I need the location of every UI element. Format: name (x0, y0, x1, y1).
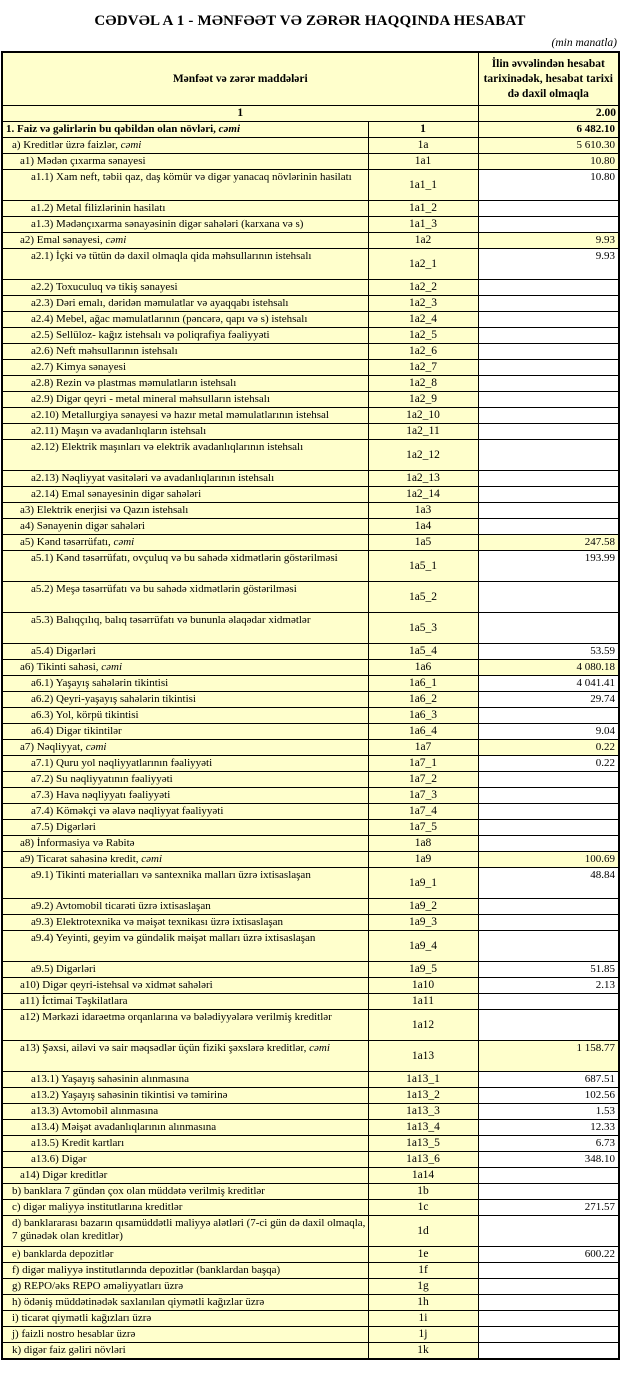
row-value: 271.57 (478, 1200, 619, 1216)
table-row (2, 1168, 619, 1184)
row-code: 1a13_3 (368, 1104, 478, 1120)
row-code: 1a2_1 (368, 249, 478, 280)
row-code: 1a11 (368, 994, 478, 1010)
table-row (2, 170, 619, 201)
table-row (2, 1184, 619, 1200)
table-row (2, 138, 619, 154)
row-value (478, 899, 619, 915)
row-label: f) digər maliyyə institutlarında depozitlər (banklardan başqa) (2, 1263, 368, 1279)
row-label: a13.2) Yaşayış sahəsinin tikintisi və təmirinə (2, 1088, 368, 1104)
row-label: a2.1) İçki və tütün də daxil olmaqla qida məhsullarının istehsalı (2, 249, 368, 280)
profit-loss-table (1, 51, 620, 1360)
row-label: c) digər maliyyə institutlarına kreditlər (2, 1200, 368, 1216)
table-row (2, 1088, 619, 1104)
row-code: 1a9_1 (368, 868, 478, 899)
row-value: 4 080.18 (478, 660, 619, 676)
table-row (2, 1295, 619, 1311)
row-value: 0.22 (478, 756, 619, 772)
table-row (2, 535, 619, 551)
row-code: 1a9_3 (368, 915, 478, 931)
column-number-right: 2.00 (478, 106, 619, 122)
row-value: 348.10 (478, 1152, 619, 1168)
row-label: a5.1) Kənd təsərrüfatı, ovçuluq və bu sahədə xidmətlərin göstərilməsi (2, 551, 368, 582)
table-row (2, 1279, 619, 1295)
row-label: a10) Digər qeyri-istehsal və xidmət sahələri (2, 978, 368, 994)
row-value: 100.69 (478, 852, 619, 868)
row-label: a4) Sənayenin digər sahələri (2, 519, 368, 535)
table-row (2, 1120, 619, 1136)
row-code: 1a13 (368, 1041, 478, 1072)
row-value: 687.51 (478, 1072, 619, 1088)
row-value (478, 1343, 619, 1360)
table-row (2, 296, 619, 312)
row-value (478, 994, 619, 1010)
table-row (2, 613, 619, 644)
row-value (478, 328, 619, 344)
row-code: 1a6_2 (368, 692, 478, 708)
table-row (2, 962, 619, 978)
row-code: 1a5_3 (368, 613, 478, 644)
row-label: a) Kreditlər üzrə faizlər, cəmi (2, 138, 368, 154)
row-code: 1h (368, 1295, 478, 1311)
row-label: a6) Tikinti sahəsi, cəmi (2, 660, 368, 676)
row-value (478, 376, 619, 392)
row-label: a2) Emal sənayesi, cəmi (2, 233, 368, 249)
row-code: 1a2_9 (368, 392, 478, 408)
table-row (2, 1041, 619, 1072)
row-code: 1a9_4 (368, 931, 478, 962)
column-number-row (2, 106, 619, 122)
row-value (478, 1327, 619, 1343)
row-code: 1a7_2 (368, 772, 478, 788)
row-value (478, 201, 619, 217)
row-label: a13.4) Məişət avadanlıqlarının alınmasına (2, 1120, 368, 1136)
row-value (478, 1295, 619, 1311)
table-header (2, 52, 619, 122)
table-row (2, 154, 619, 170)
row-label: a2.2) Toxuculuq və tikiş sənayesi (2, 280, 368, 296)
row-code: 1a5 (368, 535, 478, 551)
row-value: 0.22 (478, 740, 619, 756)
row-label: k) digər faiz gəliri növləri (2, 1343, 368, 1360)
table-row (2, 836, 619, 852)
table-row (2, 1200, 619, 1216)
row-code: 1a13_2 (368, 1088, 478, 1104)
row-value: 12.33 (478, 1120, 619, 1136)
row-value: 10.80 (478, 170, 619, 201)
table-row (2, 408, 619, 424)
table-row (2, 503, 619, 519)
row-value: 48.84 (478, 868, 619, 899)
row-label: a1.1) Xam neft, təbii qaz, daş kömür və digər yanacaq növlərinin hasilatı (2, 170, 368, 201)
row-label: a2.13) Nəqliyyat vasitələri və avadanlıqlarının istehsalı (2, 471, 368, 487)
row-code: 1a1_1 (368, 170, 478, 201)
row-label: a7.3) Hava nəqliyyatı fəaliyyəti (2, 788, 368, 804)
row-code: 1j (368, 1327, 478, 1343)
row-value (478, 931, 619, 962)
table-row (2, 852, 619, 868)
row-value: 600.22 (478, 1247, 619, 1263)
row-code: 1a6_1 (368, 676, 478, 692)
row-label: a9.1) Tikinti materialları və santexnika malları üzrə ixtisaslaşan (2, 868, 368, 899)
row-value (478, 613, 619, 644)
row-value (478, 1168, 619, 1184)
table-row (2, 1247, 619, 1263)
row-value: 9.93 (478, 249, 619, 280)
row-code: 1a2_12 (368, 440, 478, 471)
row-value (478, 471, 619, 487)
table-row (2, 772, 619, 788)
row-code: 1b (368, 1184, 478, 1200)
row-value (478, 296, 619, 312)
table-row (2, 1327, 619, 1343)
row-code: 1c (368, 1200, 478, 1216)
row-value (478, 360, 619, 376)
row-value: 53.59 (478, 644, 619, 660)
row-label: a14) Digər kreditlər (2, 1168, 368, 1184)
table-row (2, 1311, 619, 1327)
row-label: a9.2) Avtomobil ticarəti üzrə ixtisaslaşan (2, 899, 368, 915)
table-row (2, 1343, 619, 1360)
table-row (2, 788, 619, 804)
table-row (2, 217, 619, 233)
row-value (478, 1184, 619, 1200)
table-row (2, 280, 619, 296)
row-label: a9.4) Yeyinti, geyim və gündəlik məişət malları üzrə ixtisaslaşan (2, 931, 368, 962)
row-label: a1.3) Mədənçıxarma sənayəsinin digər sahələri (karxana və s) (2, 217, 368, 233)
row-code: 1a7_1 (368, 756, 478, 772)
row-label: a9) Ticarət sahəsinə kredit, cəmi (2, 852, 368, 868)
table-row (2, 1152, 619, 1168)
row-label: a7.5) Digərləri (2, 820, 368, 836)
row-value: 4 041.41 (478, 676, 619, 692)
table-row (2, 424, 619, 440)
row-code: 1a7_5 (368, 820, 478, 836)
page-title: CƏDVƏL A 1 - MƏNFƏƏT VƏ ZƏRƏR HAQQINDA HESABAT (94, 13, 526, 29)
row-value (478, 788, 619, 804)
row-code: 1 (368, 122, 478, 138)
row-value (478, 1216, 619, 1247)
row-value: 9.93 (478, 233, 619, 249)
row-label: a6.1) Yaşayış sahələrin tikintisi (2, 676, 368, 692)
row-label: a1) Mədən çıxarma sənayesi (2, 154, 368, 170)
row-value: 1.53 (478, 1104, 619, 1120)
row-value: 247.58 (478, 535, 619, 551)
row-label: a2.10) Metallurgiya sənayesi və hazır metal məmulatlarının istehsal (2, 408, 368, 424)
row-code: 1a2_14 (368, 487, 478, 503)
row-label: a6.4) Digər tikintilər (2, 724, 368, 740)
row-value: 29.74 (478, 692, 619, 708)
table-row (2, 1010, 619, 1041)
table-row (2, 931, 619, 962)
table-row (2, 201, 619, 217)
row-value: 9.04 (478, 724, 619, 740)
row-value (478, 1263, 619, 1279)
row-label: a13.5) Kredit kartları (2, 1136, 368, 1152)
row-value: 6 482.10 (478, 122, 619, 138)
row-code: 1a2_8 (368, 376, 478, 392)
row-value: 10.80 (478, 154, 619, 170)
row-code: 1a5_2 (368, 582, 478, 613)
row-code: 1a2_11 (368, 424, 478, 440)
row-label: a2.12) Elektrik maşınları və elektrik avadanlıqlarının istehsalı (2, 440, 368, 471)
row-label: j) faizli nostro hesablar üzrə (2, 1327, 368, 1343)
row-code: 1a12 (368, 1010, 478, 1041)
row-code: 1a8 (368, 836, 478, 852)
table-row (2, 519, 619, 535)
row-value: 5 610.30 (478, 138, 619, 154)
row-label: a6.3) Yol, körpü tikintisi (2, 708, 368, 724)
table-row (2, 644, 619, 660)
unit-note: (min manatla) (551, 37, 617, 49)
row-label: a8) İnformasiya və Rabitə (2, 836, 368, 852)
table-row (2, 868, 619, 899)
table-body (2, 122, 619, 1360)
table-row (2, 660, 619, 676)
row-label: a12) Mərkəzi idarəetmə orqanlarına və bələdiyyələrə verilmiş kreditlər (2, 1010, 368, 1041)
table-row (2, 1072, 619, 1088)
row-code: 1a7 (368, 740, 478, 756)
table-row (2, 1136, 619, 1152)
row-value: 51.85 (478, 962, 619, 978)
row-code: 1g (368, 1279, 478, 1295)
row-label: a13.6) Digər (2, 1152, 368, 1168)
row-label: a2.7) Kimya sənayesi (2, 360, 368, 376)
table-row (2, 551, 619, 582)
row-code: 1a2 (368, 233, 478, 249)
row-code: 1a10 (368, 978, 478, 994)
row-value (478, 1311, 619, 1327)
row-label: a7.2) Su nəqliyyatının fəaliyyəti (2, 772, 368, 788)
row-code: 1a7_4 (368, 804, 478, 820)
row-code: 1a6_3 (368, 708, 478, 724)
row-value: 193.99 (478, 551, 619, 582)
row-label: a5.4) Digərləri (2, 644, 368, 660)
row-code: 1a9 (368, 852, 478, 868)
row-value: 102.56 (478, 1088, 619, 1104)
row-code: 1a7_3 (368, 788, 478, 804)
table-row (2, 249, 619, 280)
table-row (2, 487, 619, 503)
row-value (478, 392, 619, 408)
row-value (478, 804, 619, 820)
row-code: 1a9_2 (368, 899, 478, 915)
row-label: a5.2) Meşə təsərrüfatı və bu sahədə xidmətlərin göstərilməsi (2, 582, 368, 613)
table-row (2, 328, 619, 344)
row-label: a13.1) Yaşayış sahəsinin alınmasına (2, 1072, 368, 1088)
table-row (2, 440, 619, 471)
row-code: 1a1 (368, 154, 478, 170)
row-label: d) banklararası bazarın qısamüddətli maliyyə alətləri (7-ci gün də daxil olmaqla, 7 günədək olan kreditlər) (2, 1216, 368, 1247)
row-label: a7.4) Köməkçi və əlavə nəqliyyat fəaliyyəti (2, 804, 368, 820)
row-code: 1a2_13 (368, 471, 478, 487)
row-label: b) banklara 7 gündən çox olan müddətə verilmiş kreditlər (2, 1184, 368, 1200)
value-column-header: İlin əvvəlindən hesabat tarixinədək, hesabat tarixi də daxil olmaqla (478, 52, 619, 106)
table-row (2, 915, 619, 931)
row-label: g) REPO/əks REPO əməliyyatları üzrə (2, 1279, 368, 1295)
table-row (2, 376, 619, 392)
row-label: a9.5) Digərləri (2, 962, 368, 978)
table-row (2, 122, 619, 138)
row-code: 1a13_4 (368, 1120, 478, 1136)
row-code: 1a4 (368, 519, 478, 535)
row-value (478, 344, 619, 360)
row-code: 1a2_4 (368, 312, 478, 328)
table-row (2, 360, 619, 376)
table-row (2, 1104, 619, 1120)
row-code: 1a2_5 (368, 328, 478, 344)
row-value (478, 820, 619, 836)
row-value: 6.73 (478, 1136, 619, 1152)
row-code: 1a14 (368, 1168, 478, 1184)
table-row (2, 708, 619, 724)
row-label: h) ödəniş müddətinədək saxlanılan qiymətli kağızlar üzrə (2, 1295, 368, 1311)
row-code: 1i (368, 1311, 478, 1327)
row-label: a7) Nəqliyyat, cəmi (2, 740, 368, 756)
row-code: 1a13_6 (368, 1152, 478, 1168)
row-label: a11) İctimai Təşkilatlara (2, 994, 368, 1010)
row-code: 1a (368, 138, 478, 154)
row-code: 1a3 (368, 503, 478, 519)
row-code: 1a13_5 (368, 1136, 478, 1152)
row-label: a5) Kənd təsərrüfatı, cəmi (2, 535, 368, 551)
row-value (478, 836, 619, 852)
table-row (2, 582, 619, 613)
column-number-left: 1 (2, 106, 478, 122)
row-label: e) banklarda depozitlər (2, 1247, 368, 1263)
table-row (2, 724, 619, 740)
row-code: 1a13_1 (368, 1072, 478, 1088)
row-code: 1a5_1 (368, 551, 478, 582)
row-label: a13) Şəxsi, ailəvi və sair məqsədlər üçün fiziki şəxslərə kreditlər, cəmi (2, 1041, 368, 1072)
row-value (478, 440, 619, 471)
row-label: a3) Elektrik enerjisi və Qazın istehsalı (2, 503, 368, 519)
row-value (478, 1010, 619, 1041)
table-row (2, 994, 619, 1010)
row-label: a7.1) Quru yol nəqliyyatlarının fəaliyyəti (2, 756, 368, 772)
row-value (478, 487, 619, 503)
row-value (478, 915, 619, 931)
row-label: 1. Faiz və gəlirlərin bu qəbildən olan növləri, cəmi (2, 122, 368, 138)
table-row (2, 1216, 619, 1247)
row-value (478, 424, 619, 440)
table-row (2, 692, 619, 708)
row-code: 1a2_6 (368, 344, 478, 360)
row-code: 1k (368, 1343, 478, 1360)
header-row (2, 52, 619, 106)
row-code: 1a2_2 (368, 280, 478, 296)
table-row (2, 756, 619, 772)
row-value: 2.13 (478, 978, 619, 994)
row-code: 1a9_5 (368, 962, 478, 978)
row-label: a2.14) Emal sənayesinin digər sahələri (2, 487, 368, 503)
row-label: a5.3) Balıqçılıq, balıq təsərrüfatı və bununla əlaqədar xidmətlər (2, 613, 368, 644)
row-code: 1a6_4 (368, 724, 478, 740)
row-label: a2.4) Mebel, ağac məmulatlarının (pəncərə, qapı və s) istehsalı (2, 312, 368, 328)
row-value: 1 158.77 (478, 1041, 619, 1072)
row-code: 1a2_7 (368, 360, 478, 376)
row-label: a1.2) Metal filizlərinin hasilatı (2, 201, 368, 217)
table-row (2, 804, 619, 820)
row-label: a2.6) Neft məhsullarının istehsalı (2, 344, 368, 360)
row-value (478, 708, 619, 724)
row-code: 1a5_4 (368, 644, 478, 660)
row-code: 1a1_3 (368, 217, 478, 233)
row-label: a2.5) Sellüloz- kağız istehsalı və poliqrafiya fəaliyyəti (2, 328, 368, 344)
row-label: a2.9) Digər qeyri - metal mineral məhsulların istehsalı (2, 392, 368, 408)
row-value (478, 280, 619, 296)
row-value (478, 1279, 619, 1295)
row-code: 1a2_3 (368, 296, 478, 312)
table-row (2, 1263, 619, 1279)
row-label: a13.3) Avtomobil alınmasına (2, 1104, 368, 1120)
table-row (2, 344, 619, 360)
row-code: 1f (368, 1263, 478, 1279)
row-label: i) ticarət qiymətli kağızları üzrə (2, 1311, 368, 1327)
row-code: 1a1_2 (368, 201, 478, 217)
row-label: a6.2) Qeyri-yaşayış sahələrin tikintisi (2, 692, 368, 708)
table-row (2, 899, 619, 915)
row-value (478, 772, 619, 788)
row-value (478, 312, 619, 328)
items-column-header: Mənfəət və zərər maddələri (2, 52, 478, 106)
table-row (2, 740, 619, 756)
table-row (2, 471, 619, 487)
table-row (2, 233, 619, 249)
row-label: a2.8) Rezin və plastmas məmulatların istehsalı (2, 376, 368, 392)
row-value (478, 519, 619, 535)
row-value (478, 503, 619, 519)
row-label: a9.3) Elektrotexnika və məişət texnikası üzrə ixtisaslaşan (2, 915, 368, 931)
row-code: 1e (368, 1247, 478, 1263)
row-code: 1d (368, 1216, 478, 1247)
row-label: a2.3) Dəri emalı, dəridən məmulatlar və ayaqqabı istehsalı (2, 296, 368, 312)
row-code: 1a6 (368, 660, 478, 676)
table-row (2, 392, 619, 408)
table-row (2, 312, 619, 328)
table-row (2, 820, 619, 836)
row-label: a2.11) Maşın və avadanlıqların istehsalı (2, 424, 368, 440)
row-value (478, 408, 619, 424)
row-value (478, 582, 619, 613)
row-code: 1a2_10 (368, 408, 478, 424)
table-row (2, 978, 619, 994)
row-value (478, 217, 619, 233)
table-row (2, 676, 619, 692)
